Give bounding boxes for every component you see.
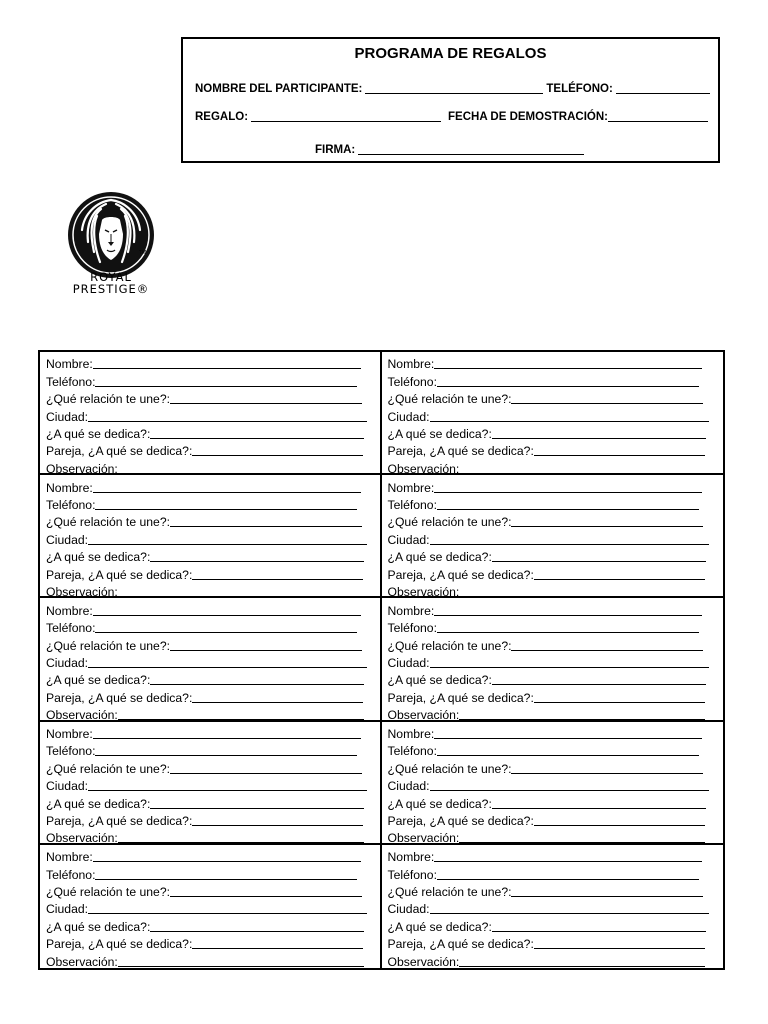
card-field-label: Pareja, ¿A qué se dedica?: xyxy=(46,937,193,952)
card-field-label: Observación: xyxy=(387,954,460,968)
trademark-mark: TM xyxy=(139,250,147,256)
card-field-partner-occupation xyxy=(388,441,724,458)
card-field-label: ¿A qué se dedica?: xyxy=(387,426,492,441)
card-field-observation xyxy=(46,582,380,599)
card-field-label: Nombre: xyxy=(387,603,435,618)
card-field-input-partner-occupation[interactable] xyxy=(192,936,363,949)
card-field-input-relationship[interactable] xyxy=(170,884,362,897)
card-field-input-phone[interactable] xyxy=(95,497,357,510)
card-field-label: ¿A qué se dedica?: xyxy=(46,673,151,688)
card-field-label: Pareja, ¿A qué se dedica?: xyxy=(387,813,534,828)
card-field-input-name[interactable] xyxy=(434,480,702,493)
card-field-label: Pareja, ¿A qué se dedica?: xyxy=(46,444,193,459)
referral-card xyxy=(40,475,382,598)
card-field-input-relationship[interactable] xyxy=(170,391,362,404)
card-field-phone xyxy=(46,371,380,388)
card-field-label: Nombre: xyxy=(46,850,93,865)
card-field-input-phone[interactable] xyxy=(437,374,699,387)
card-field-city xyxy=(388,406,724,423)
card-field-input-city[interactable] xyxy=(88,409,367,422)
card-field-observation xyxy=(46,828,380,845)
card-field-observation xyxy=(46,458,380,475)
card-field-input-phone[interactable] xyxy=(437,620,699,633)
card-field-label: Observación: xyxy=(46,831,118,845)
card-field-input-observation[interactable] xyxy=(118,830,364,843)
card-field-label: Nombre: xyxy=(387,357,435,372)
card-field-input-partner-occupation[interactable] xyxy=(534,443,705,456)
card-field-input-occupation[interactable] xyxy=(150,549,364,562)
card-field-label: Ciudad: xyxy=(387,779,430,794)
logo-text-royal: ROYAL xyxy=(90,270,132,284)
card-field-name xyxy=(388,600,724,617)
card-field-label: ¿Qué relación te une?: xyxy=(46,392,170,407)
card-field-input-partner-occupation[interactable] xyxy=(534,567,705,580)
card-field-input-name[interactable] xyxy=(93,356,361,369)
card-field-label: Nombre: xyxy=(46,357,93,372)
card-field-label: ¿A qué se dedica?: xyxy=(387,550,492,565)
card-field-occupation xyxy=(388,547,724,564)
card-field-label: ¿A qué se dedica?: xyxy=(46,919,151,934)
card-field-observation xyxy=(388,582,724,599)
card-field-city xyxy=(388,776,724,793)
card-field-input-city[interactable] xyxy=(88,532,367,545)
card-field-occupation xyxy=(388,793,724,810)
card-field-partner-occupation xyxy=(46,687,380,704)
card-field-label: Ciudad: xyxy=(387,655,430,670)
card-field-input-partner-occupation[interactable] xyxy=(192,567,363,580)
card-field-input-occupation[interactable] xyxy=(492,672,706,685)
card-field-city xyxy=(46,899,380,916)
card-field-phone xyxy=(388,618,724,635)
card-field-label: Observación: xyxy=(46,954,118,968)
card-field-label: ¿Qué relación te une?: xyxy=(387,638,512,653)
card-field-input-name[interactable] xyxy=(434,726,702,739)
card-field-label: Teléfono: xyxy=(46,374,96,389)
card-field-input-occupation[interactable] xyxy=(150,919,364,932)
card-field-label: Teléfono: xyxy=(387,744,437,759)
card-field-label: ¿Qué relación te une?: xyxy=(46,884,170,899)
card-field-partner-occupation xyxy=(46,564,380,581)
card-field-input-relationship[interactable] xyxy=(511,638,703,651)
card-field-input-partner-occupation[interactable] xyxy=(192,443,363,456)
card-field-label: Ciudad: xyxy=(46,655,89,670)
card-field-phone xyxy=(46,495,380,512)
card-field-label: Observación: xyxy=(387,461,460,476)
card-field-label: ¿A qué se dedica?: xyxy=(46,796,151,811)
card-field-label: Teléfono: xyxy=(387,621,437,636)
card-field-input-observation[interactable] xyxy=(118,461,364,474)
card-field-input-phone[interactable] xyxy=(437,743,699,756)
demo-date-field[interactable] xyxy=(608,110,708,122)
card-field-label: Teléfono: xyxy=(46,621,96,636)
card-field-name xyxy=(388,477,724,494)
card-field-label: Pareja, ¿A qué se dedica?: xyxy=(387,567,534,582)
card-field-input-relationship[interactable] xyxy=(170,514,362,527)
card-field-input-name[interactable] xyxy=(93,726,361,739)
referral-card xyxy=(40,352,382,475)
card-field-input-partner-occupation[interactable] xyxy=(192,690,363,703)
card-field-phone xyxy=(46,864,380,881)
card-field-input-phone[interactable] xyxy=(95,374,357,387)
card-field-phone xyxy=(388,371,724,388)
card-field-label: Teléfono: xyxy=(46,497,96,512)
card-field-input-partner-occupation[interactable] xyxy=(534,936,705,949)
card-field-label: Nombre: xyxy=(46,603,93,618)
card-field-partner-occupation xyxy=(388,811,724,828)
card-field-input-occupation[interactable] xyxy=(492,796,706,809)
card-field-name xyxy=(46,724,380,741)
card-field-city xyxy=(46,776,380,793)
card-field-input-name[interactable] xyxy=(434,603,702,616)
card-field-input-occupation[interactable] xyxy=(492,426,706,439)
card-field-observation xyxy=(388,458,724,475)
referral-card xyxy=(382,598,724,721)
card-field-label: Teléfono: xyxy=(387,374,437,389)
card-field-relationship xyxy=(46,758,380,775)
card-field-label: Pareja, ¿A qué se dedica?: xyxy=(387,937,534,952)
card-field-label: Pareja, ¿A qué se dedica?: xyxy=(387,690,534,705)
card-field-input-observation[interactable] xyxy=(459,461,705,474)
card-field-label: Nombre: xyxy=(387,726,435,741)
card-field-phone xyxy=(46,741,380,758)
card-field-label: ¿A qué se dedica?: xyxy=(46,550,151,565)
card-field-occupation xyxy=(388,670,724,687)
referral-card xyxy=(382,352,724,475)
card-field-input-occupation[interactable] xyxy=(492,549,706,562)
participant-name-field[interactable] xyxy=(365,82,543,94)
card-field-input-city[interactable] xyxy=(430,778,709,791)
card-field-input-relationship[interactable] xyxy=(511,391,703,404)
card-field-name xyxy=(46,847,380,864)
card-field-input-observation[interactable] xyxy=(459,707,705,720)
card-field-label: Pareja, ¿A qué se dedica?: xyxy=(46,690,193,705)
card-field-occupation xyxy=(46,547,380,564)
gift-row xyxy=(195,110,711,123)
card-field-input-phone[interactable] xyxy=(437,867,699,880)
card-field-label: ¿Qué relación te une?: xyxy=(387,761,512,776)
phone-label: TELÉFONO: xyxy=(546,83,613,95)
card-field-label: Teléfono: xyxy=(46,744,96,759)
demo-date-label: FECHA DE DEMOSTRACIÓN: xyxy=(448,111,608,123)
card-field-input-observation[interactable] xyxy=(118,584,364,597)
card-field-input-name[interactable] xyxy=(93,603,361,616)
card-field-relationship xyxy=(388,389,724,406)
card-field-input-city[interactable] xyxy=(430,409,709,422)
card-field-name xyxy=(46,354,380,371)
card-field-input-observation[interactable] xyxy=(118,707,364,720)
card-field-input-phone[interactable] xyxy=(95,620,357,633)
card-field-label: ¿A qué se dedica?: xyxy=(387,919,492,934)
card-field-relationship xyxy=(46,512,380,529)
card-field-city xyxy=(46,529,380,546)
card-field-input-phone[interactable] xyxy=(95,867,357,880)
card-field-label: Observación: xyxy=(46,584,118,599)
card-field-label: Ciudad: xyxy=(387,902,430,917)
card-field-occupation xyxy=(46,424,380,441)
referral-card xyxy=(40,722,382,845)
card-field-input-partner-occupation[interactable] xyxy=(534,813,705,826)
card-field-city xyxy=(388,899,724,916)
card-field-city xyxy=(46,406,380,423)
card-field-input-name[interactable] xyxy=(93,480,361,493)
card-field-label: Teléfono: xyxy=(387,867,437,882)
card-field-observation xyxy=(388,951,724,968)
card-field-input-name[interactable] xyxy=(434,849,702,862)
card-field-relationship xyxy=(388,758,724,775)
card-field-input-observation[interactable] xyxy=(459,954,705,967)
card-field-observation xyxy=(388,705,724,722)
card-field-input-observation[interactable] xyxy=(118,954,364,967)
card-field-label: ¿Qué relación te une?: xyxy=(387,392,512,407)
card-field-relationship xyxy=(46,882,380,899)
card-field-label: Nombre: xyxy=(46,480,93,495)
card-field-occupation xyxy=(46,793,380,810)
card-field-label: ¿A qué se dedica?: xyxy=(387,796,492,811)
card-field-partner-occupation xyxy=(388,564,724,581)
card-field-observation xyxy=(46,705,380,722)
card-field-relationship xyxy=(388,635,724,652)
card-field-input-city[interactable] xyxy=(88,901,367,914)
card-field-input-name[interactable] xyxy=(434,356,702,369)
card-field-partner-occupation xyxy=(388,934,724,951)
card-field-input-phone[interactable] xyxy=(95,743,357,756)
card-field-label: Ciudad: xyxy=(387,532,430,547)
card-field-label: Teléfono: xyxy=(387,497,437,512)
card-field-label: Nombre: xyxy=(387,850,435,865)
card-field-input-city[interactable] xyxy=(430,655,709,668)
card-field-label: Observación: xyxy=(387,708,460,722)
card-field-input-occupation[interactable] xyxy=(150,796,364,809)
participant-row xyxy=(195,82,713,95)
card-field-relationship xyxy=(388,882,724,899)
card-field-occupation xyxy=(46,916,380,933)
card-field-city xyxy=(388,653,724,670)
card-field-label: Nombre: xyxy=(46,726,93,741)
logo-text-prestige: PRESTIGE® xyxy=(72,282,150,296)
card-field-label: Pareja, ¿A qué se dedica?: xyxy=(46,813,193,828)
participant-label: NOMBRE DEL PARTICIPANTE: xyxy=(195,83,363,95)
card-field-label: Ciudad: xyxy=(46,779,89,794)
card-field-partner-occupation xyxy=(46,811,380,828)
card-field-label: Nombre: xyxy=(387,480,435,495)
gift-program-header xyxy=(181,37,720,163)
card-field-observation xyxy=(46,951,380,968)
card-field-input-partner-occupation[interactable] xyxy=(534,690,705,703)
card-field-phone xyxy=(388,495,724,512)
card-field-input-name[interactable] xyxy=(93,849,361,862)
card-field-input-occupation[interactable] xyxy=(492,919,706,932)
card-field-input-city[interactable] xyxy=(88,655,367,668)
card-field-relationship xyxy=(46,635,380,652)
card-field-label: Teléfono: xyxy=(46,867,96,882)
card-field-label: Pareja, ¿A qué se dedica?: xyxy=(387,444,534,459)
card-field-name xyxy=(388,724,724,741)
card-field-occupation xyxy=(388,424,724,441)
card-field-input-occupation[interactable] xyxy=(150,672,364,685)
referral-card xyxy=(40,845,382,968)
card-field-input-observation[interactable] xyxy=(459,830,705,843)
card-field-label: ¿Qué relación te une?: xyxy=(46,761,170,776)
card-field-label: Ciudad: xyxy=(46,409,89,424)
referral-card xyxy=(382,722,724,845)
signature-field[interactable] xyxy=(358,143,584,155)
card-field-input-relationship[interactable] xyxy=(511,884,703,897)
card-field-phone xyxy=(46,618,380,635)
card-field-label: Observación: xyxy=(46,461,118,476)
card-field-input-phone[interactable] xyxy=(437,497,699,510)
card-field-label: Observación: xyxy=(387,584,460,599)
card-field-label: ¿Qué relación te une?: xyxy=(387,884,512,899)
card-field-relationship xyxy=(388,512,724,529)
card-field-name xyxy=(388,354,724,371)
card-field-input-relationship[interactable] xyxy=(170,638,362,651)
card-field-phone xyxy=(388,864,724,881)
card-field-label: ¿Qué relación te une?: xyxy=(387,515,512,530)
referral-card xyxy=(382,845,724,968)
card-field-occupation xyxy=(46,670,380,687)
card-field-input-relationship[interactable] xyxy=(170,761,362,774)
signature-label: FIRMA: xyxy=(315,144,356,156)
card-field-label: Ciudad: xyxy=(46,532,89,547)
card-field-observation xyxy=(388,828,724,845)
card-field-label: ¿A qué se dedica?: xyxy=(387,673,492,688)
card-field-name xyxy=(46,477,380,494)
card-field-name xyxy=(46,600,380,617)
card-field-input-city[interactable] xyxy=(430,901,709,914)
card-field-input-relationship[interactable] xyxy=(511,514,703,527)
card-field-relationship xyxy=(46,389,380,406)
card-field-input-observation[interactable] xyxy=(459,584,705,597)
card-field-input-occupation[interactable] xyxy=(150,426,364,439)
gift-field[interactable] xyxy=(251,110,441,122)
card-field-label: ¿Qué relación te une?: xyxy=(46,638,170,653)
card-field-label: Observación: xyxy=(387,831,460,845)
card-field-input-partner-occupation[interactable] xyxy=(192,813,363,826)
card-field-label: Observación: xyxy=(46,708,118,722)
gift-label: REGALO: xyxy=(195,111,249,123)
card-field-partner-occupation xyxy=(388,687,724,704)
card-field-occupation xyxy=(388,916,724,933)
card-field-input-city[interactable] xyxy=(430,532,709,545)
card-field-city xyxy=(46,653,380,670)
form-title: PROGRAMA DE REGALOS xyxy=(354,45,547,62)
card-field-partner-occupation xyxy=(46,441,380,458)
card-field-label: ¿Qué relación te une?: xyxy=(46,515,170,530)
card-field-input-relationship[interactable] xyxy=(511,761,703,774)
card-field-partner-occupation xyxy=(46,934,380,951)
card-field-phone xyxy=(388,741,724,758)
referral-cards-grid xyxy=(38,350,725,970)
card-field-label: Ciudad: xyxy=(46,902,89,917)
card-field-label: Pareja, ¿A qué se dedica?: xyxy=(46,567,193,582)
referral-card xyxy=(40,598,382,721)
card-field-label: ¿A qué se dedica?: xyxy=(46,426,151,441)
referral-card xyxy=(382,475,724,598)
card-field-input-city[interactable] xyxy=(88,778,367,791)
phone-field[interactable] xyxy=(616,82,710,94)
card-field-label: Ciudad: xyxy=(387,409,430,424)
signature-row xyxy=(315,143,587,156)
card-field-name xyxy=(388,847,724,864)
card-field-city xyxy=(388,529,724,546)
